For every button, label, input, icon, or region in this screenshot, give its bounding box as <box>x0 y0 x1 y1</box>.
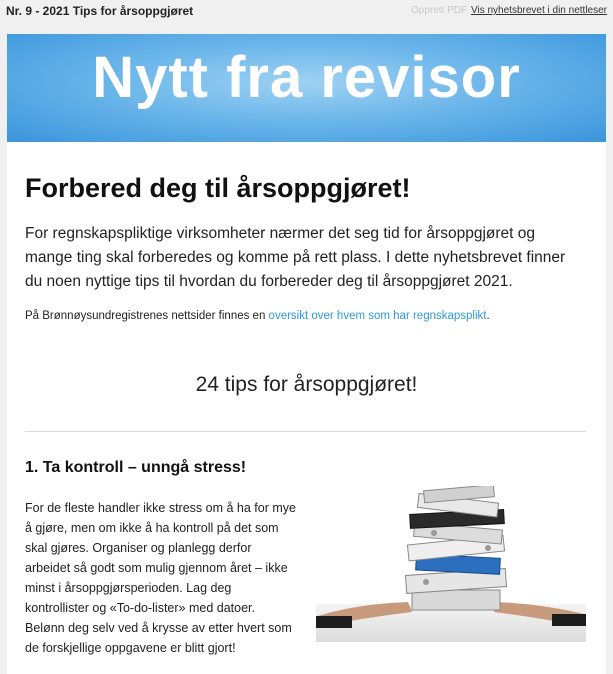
intro-paragraph: For regnskapspliktige virksomheter nærmer det seg tid for årsoppgjøret og mange ting skal forberedes og komme på rett plass. I dette nyhetsbrevet finner du noen nyttige tips til hvordan du forbereder deg til årsoppgjøret 2021. <box>25 225 566 290</box>
note-prefix: På Brønnøysundregistrenes nettsider finnes en <box>25 310 269 322</box>
logo: Nytt fra revisor <box>92 45 521 110</box>
page-title: Forbered deg til årsoppgjøret! <box>25 173 411 203</box>
issue-title: Nr. 9 - 2021 Tips for årsoppgjøret <box>6 4 194 18</box>
note-suffix: . <box>486 310 490 322</box>
divider <box>25 431 586 432</box>
newsletter-card <box>7 34 606 674</box>
create-pdf-link[interactable]: Opprett PDF <box>411 5 468 16</box>
regnskapsplikt-note <box>25 310 490 322</box>
binder-stack-photo <box>316 486 586 642</box>
view-in-browser-link[interactable]: Vis nyhetsbrevet i din nettleser <box>471 5 608 16</box>
regnskapsplikt-link[interactable]: oversikt over hvem som har regnskapsplikt <box>268 310 487 322</box>
tip-1-body: For de fleste handler ikke stress om å ha for mye å gjøre, men om ikke å ha kontroll på det som skal gjøres. Organiser og planlegg derfor arbeidet så godt som mulig gjennom året – ikke minst i årsoppgjørsperioden. Lag deg kontrollister og «To-do-lister» med datoer. Belønn deg selv ved å krysse av etter hvert som de forskjellige oppgavene er blitt gjort! <box>25 501 296 655</box>
top-bar <box>0 0 613 24</box>
tip-1-heading: 1. Ta kontroll – unngå stress! <box>25 459 247 476</box>
tips-title: 24 tips for årsoppgjøret! <box>195 373 418 396</box>
header-banner <box>7 34 606 142</box>
